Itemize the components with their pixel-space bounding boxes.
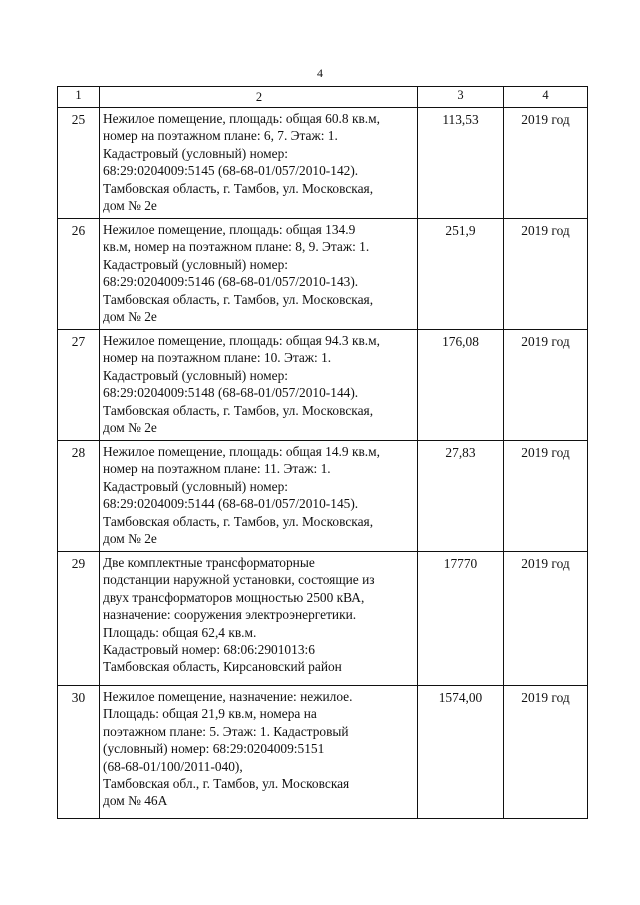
description-line: двух трансформаторов мощностью 2500 кВА, <box>103 589 365 605</box>
table-row <box>58 330 588 441</box>
description-line: (условный) номер: 68:29:0204009:5151 <box>103 741 325 757</box>
description-line: Нежилое помещение, площадь: общая 94.3 кв.м, <box>103 333 380 348</box>
table-row <box>58 686 588 819</box>
property-description <box>100 108 418 219</box>
description-line: дом № 2е <box>103 420 157 436</box>
row-number: 27 <box>58 330 100 441</box>
row-number: 25 <box>58 108 100 219</box>
property-value: 17770 <box>418 552 504 686</box>
property-year: 2019 год <box>504 686 588 819</box>
description-line: Тамбовская область, г. Тамбов, ул. Московская, <box>103 291 374 307</box>
description-line: Кадастровый (условный) номер: <box>103 145 289 161</box>
row-number: 26 <box>58 219 100 330</box>
description-line: Тамбовская область, г. Тамбов, ул. Московская, <box>103 180 374 196</box>
property-year: 2019 год <box>504 219 588 330</box>
description-line: Кадастровый (условный) номер: <box>103 367 289 383</box>
property-value: 27,83 <box>418 441 504 552</box>
description-line: номер на поэтажном плане: 10. Этаж: 1. <box>103 350 332 366</box>
description-line: номер на поэтажном плане: 11. Этаж: 1. <box>103 461 331 477</box>
property-value: 251,9 <box>418 219 504 330</box>
table-header-row <box>58 87 588 108</box>
property-year: 2019 год <box>504 441 588 552</box>
description-line: назначение: сооружения электроэнергетики. <box>103 607 357 623</box>
row-number: 28 <box>58 441 100 552</box>
header-col-4: 4 <box>504 87 588 108</box>
description-line: Тамбовская область, Кирсановский район <box>103 659 342 675</box>
header-col-2: 2 <box>100 87 418 108</box>
description-line: Кадастровый номер: 68:06:2901013:6 <box>103 642 315 658</box>
header-col-1: 1 <box>58 87 100 108</box>
description-line: дом № 46А <box>103 793 168 809</box>
property-value: 113,53 <box>418 108 504 219</box>
property-year: 2019 год <box>504 330 588 441</box>
property-description <box>100 219 418 330</box>
property-description <box>100 686 418 819</box>
description-line: номер на поэтажном плане: 6, 7. Этаж: 1. <box>103 128 338 144</box>
description-line: дом № 2е <box>103 198 157 214</box>
description-line: 68:29:0204009:5146 (68-68-01/057/2010-143). <box>103 274 359 290</box>
row-number: 30 <box>58 686 100 819</box>
description-line: подстанции наружной установки, состоящие из <box>103 572 375 588</box>
description-line: 68:29:0204009:5144 (68-68-01/057/2010-145). <box>103 496 359 512</box>
property-description <box>100 330 418 441</box>
property-value: 176,08 <box>418 330 504 441</box>
description-line: (68-68-01/100/2011-040), <box>103 758 243 774</box>
table-row <box>58 108 588 219</box>
description-line: кв.м, номер на поэтажном плане: 8, 9. Этаж: 1. <box>103 239 370 255</box>
description-line: Нежилое помещение, площадь: общая 60.8 кв.м, <box>103 111 380 126</box>
table-row <box>58 441 588 552</box>
description-line: Кадастровый (условный) номер: <box>103 256 289 272</box>
property-description <box>100 552 418 686</box>
description-line: Тамбовская область, г. Тамбов, ул. Московская, <box>103 402 374 418</box>
property-year: 2019 год <box>504 552 588 686</box>
description-line: Тамбовская область, г. Тамбов, ул. Московская, <box>103 513 374 529</box>
description-line: дом № 2е <box>103 309 157 325</box>
description-line: 68:29:0204009:5148 (68-68-01/057/2010-144). <box>103 385 359 401</box>
property-description <box>100 441 418 552</box>
description-line: 68:29:0204009:5145 (68-68-01/057/2010-142). <box>103 163 359 179</box>
description-line: Нежилое помещение, площадь: общая 134.9 <box>103 222 356 237</box>
description-line: Нежилое помещение, назначение: нежилое. <box>103 689 353 704</box>
page-number: 4 <box>317 66 323 80</box>
table-row <box>58 552 588 686</box>
description-line: Тамбовская обл., г. Тамбов, ул. Московская <box>103 776 350 792</box>
description-line: Кадастровый (условный) номер: <box>103 478 289 494</box>
row-number: 29 <box>58 552 100 686</box>
description-line: Площадь: общая 21,9 кв.м, номера на <box>103 706 317 722</box>
description-line: поэтажном плане: 5. Этаж: 1. Кадастровый <box>103 723 349 739</box>
table-row <box>58 219 588 330</box>
header-col-3: 3 <box>418 87 504 108</box>
description-line: Две комплектные трансформаторные <box>103 555 315 570</box>
property-year: 2019 год <box>504 108 588 219</box>
description-line: дом № 2е <box>103 531 157 547</box>
description-line: Нежилое помещение, площадь: общая 14.9 кв.м, <box>103 444 380 459</box>
description-line: Площадь: общая 62,4 кв.м. <box>103 624 257 640</box>
property-table <box>57 86 588 819</box>
property-value: 1574,00 <box>418 686 504 819</box>
